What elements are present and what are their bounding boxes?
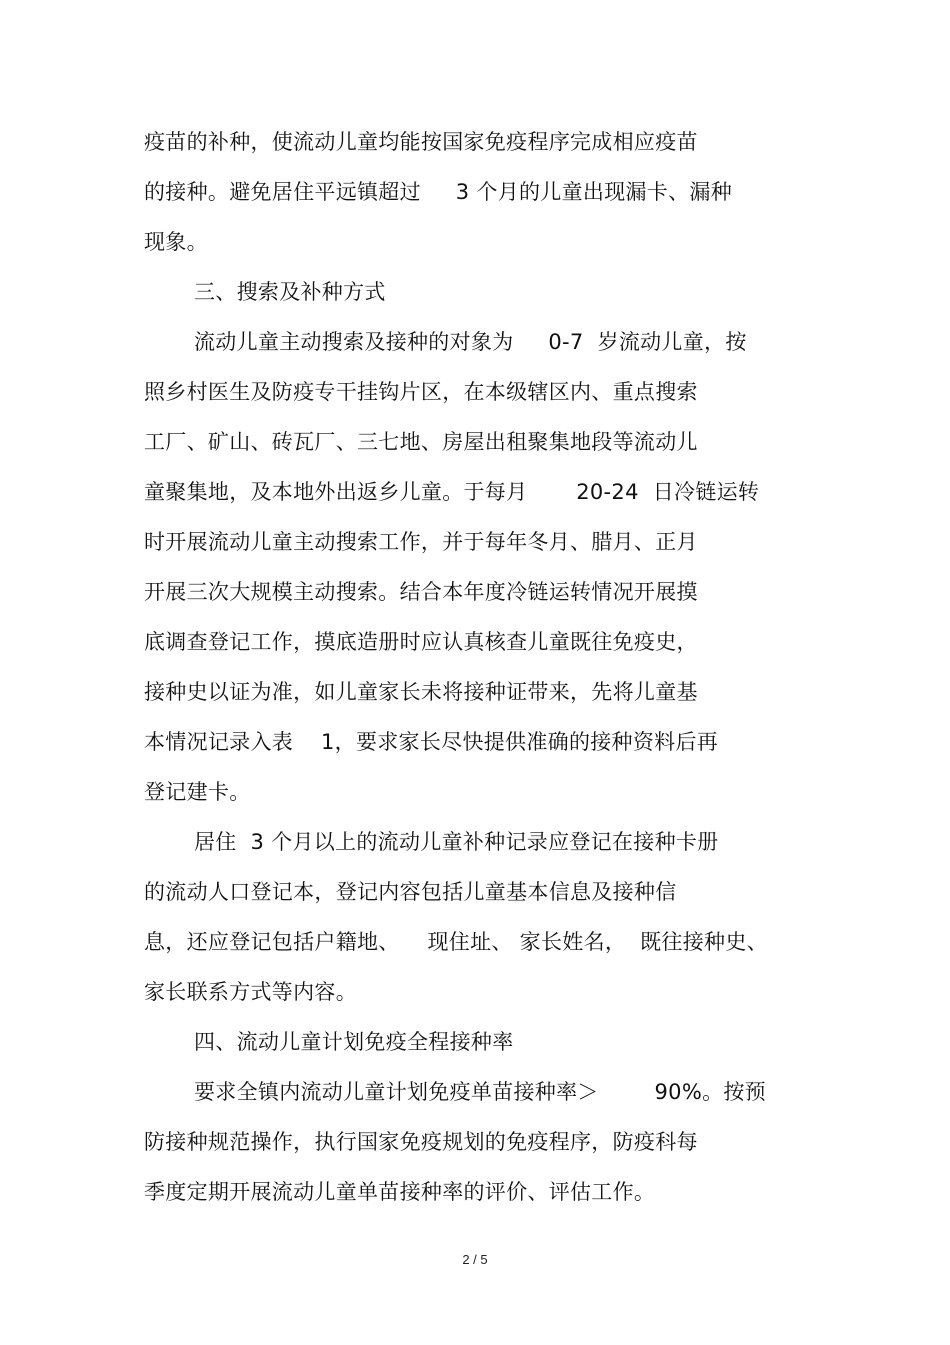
text-line-21: 防接种规范操作，执行国家免疫规划的免疫程序，防疫科每: [144, 1130, 698, 1154]
text-line-2: 的接种。避免居住平远镇超过 3 个月的儿童出现漏卡、漏种: [144, 180, 733, 204]
text-line-18: 家长联系方式等内容。: [144, 980, 357, 1004]
text-line-10: 开展三次大规模主动搜索。结合本年度冷链运转情况开展摸: [144, 580, 698, 604]
text-line-3: 现象。: [144, 230, 208, 254]
text-line-11: 底调查登记工作，摸底造册时应认真核查儿童既往免疫史，: [144, 630, 698, 654]
text-line-5: 流动儿童主动搜索及接种的对象为 0-7 岁流动儿童，按: [194, 330, 747, 354]
page-number: 2 / 5: [462, 1252, 488, 1267]
text-line-22: 季度定期开展流动儿童单苗接种率的评价、评估工作。: [144, 1180, 656, 1204]
section-heading-3: 三、搜索及补种方式: [194, 280, 386, 304]
text-line-16: 的流动人口登记本，登记内容包括儿童基本信息及接种信: [144, 880, 677, 904]
text-line-12: 接种史以证为准，如儿童家长未将接种证带来，先将儿童基: [144, 680, 698, 704]
text-line-8: 童聚集地，及本地外出返乡儿童。于每月 20-24 日冷链运转: [144, 480, 760, 504]
text-line-9: 时开展流动儿童主动搜索工作，并于每年冬月、腊月、正月: [144, 530, 698, 554]
text-line-7: 工厂、矿山、砖瓦厂、三七地、房屋出租聚集地段等流动儿: [144, 430, 698, 454]
text-line-15: 居住 3 个月以上的流动儿童补种记录应登记在接种卡册: [194, 830, 719, 854]
section-heading-4: 四、流动儿童计划免疫全程接种率: [194, 1030, 514, 1054]
text-line-14: 登记建卡。: [144, 780, 251, 804]
text-line-17: 息，还应登记包括户籍地、 现住址、 家长姓名， 既往接种史、: [144, 930, 768, 954]
text-line-13: 本情况记录入表 1，要求家长尽快提供准确的接种资料后再: [144, 730, 719, 754]
text-line-6: 照乡村医生及防疫专干挂钩片区，在本级辖区内、重点搜索: [144, 380, 698, 404]
text-line-20: 要求全镇内流动儿童计划免疫单苗接种率＞ 90%。按预: [194, 1080, 766, 1104]
text-line-1: 疫苗的补种，使流动儿童均能按国家免疫程序完成相应疫苗: [144, 130, 698, 154]
